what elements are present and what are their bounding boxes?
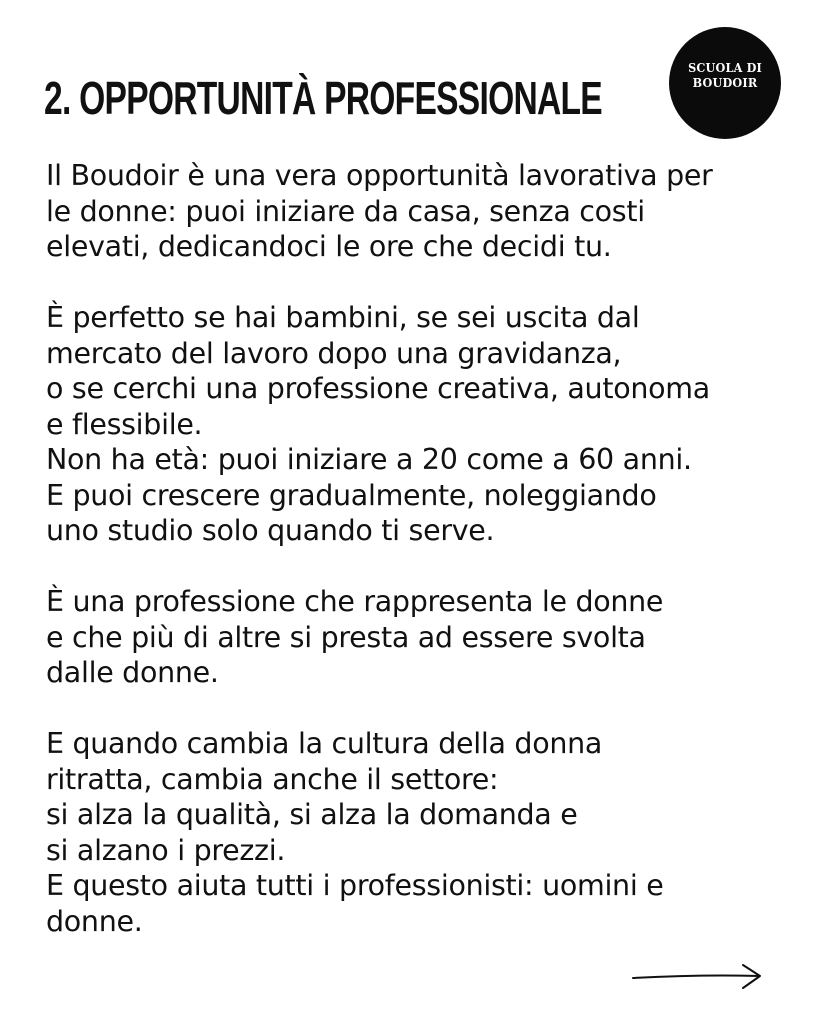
paragraph-2: È perfetto se hai bambini, se sei uscita dal mercato del lavoro dopo una gravidanza, o se cerchi una professione creativa, autonoma e flessibile. Non ha età: puoi iniziare a 20 come a 60 anni. E puoi crescere gradualmente, noleggiando uno studio solo quando ti serve. xyxy=(46,301,710,547)
page-title: 2. OPPORTUNITÀ PROFESSIONALE xyxy=(44,72,602,124)
paragraph-3: È una professione che rappresenta le donne e che più di altre si presta ad essere svolta dalle donne. xyxy=(46,585,664,689)
body-text xyxy=(46,158,786,939)
scuola-di-boudoir-logo xyxy=(669,27,781,139)
arrow-right-icon[interactable] xyxy=(631,960,763,992)
paragraph-4: E quando cambia la cultura della donna ritratta, cambia anche il settore: si alza la qualità, si alza la domanda e si alzano i prezzi. E questo aiuta tutti i professionisti: uomini e donne. xyxy=(46,727,664,938)
logo-line-2: BOUDOIR xyxy=(692,75,758,90)
logo-line-1: SCUOLA DI xyxy=(688,60,762,75)
paragraph-1: Il Boudoir è una vera opportunità lavorativa per le donne: puoi iniziare da casa, senza costi elevati, dedicandoci le ore che decidi tu. xyxy=(46,159,713,263)
